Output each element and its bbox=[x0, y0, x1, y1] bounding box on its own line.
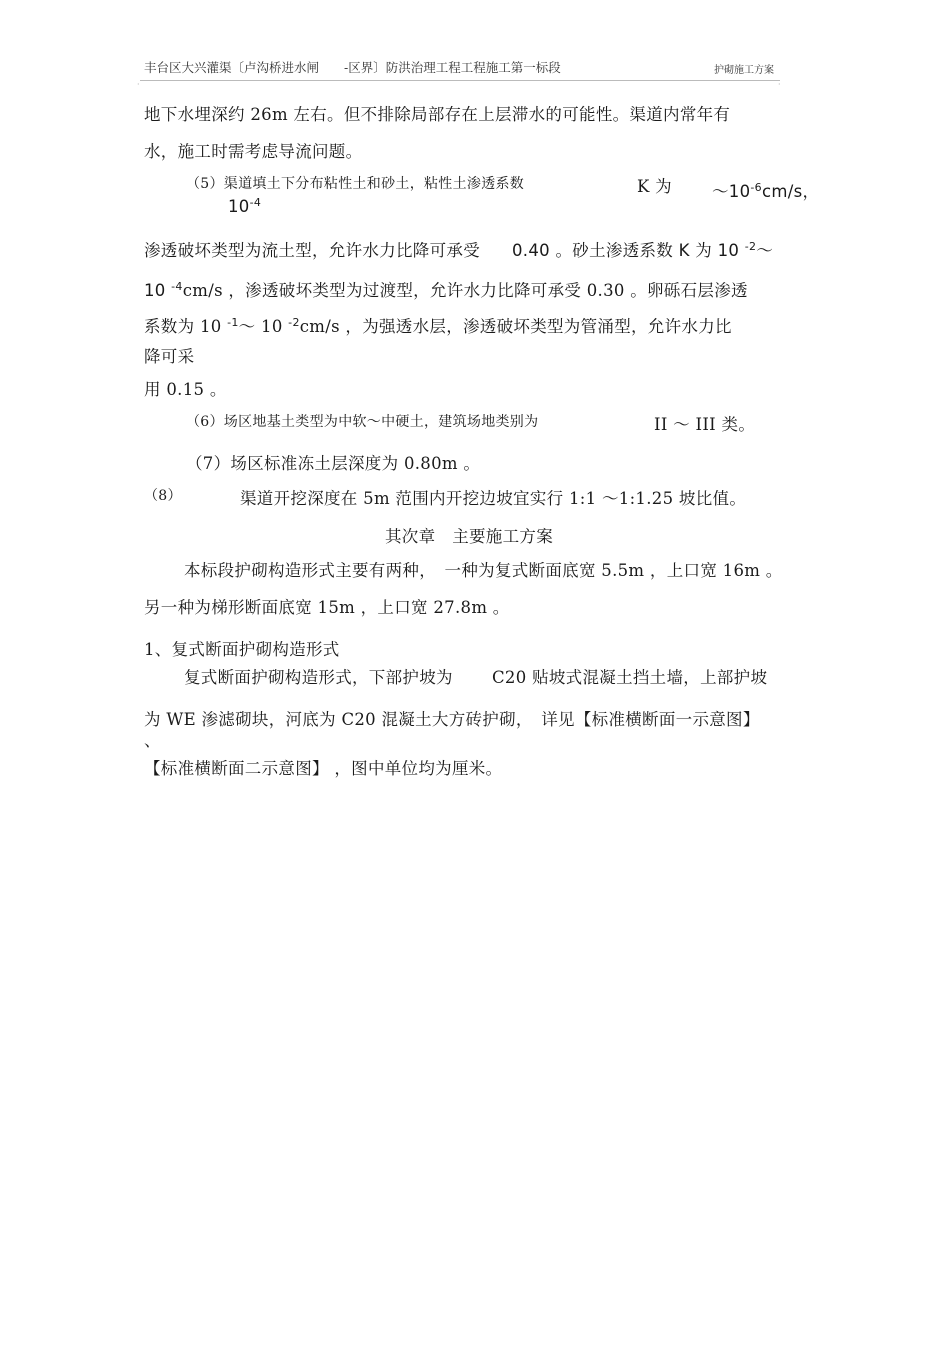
paragraph-line: 地下水埋深约 26m 左右。但不排除局部存在上层滞水的可能性。渠道内常年有 bbox=[144, 105, 731, 124]
header-section: 护砌施工方案 bbox=[714, 65, 774, 76]
item-7-text: （7）场区标准冻土层深度为 0.80m 。 bbox=[186, 454, 481, 473]
paragraph-line: 本标段护砌构造形式主要有两种， 一种为复式断面底宽 5.5m ，上口宽 16m 。 bbox=[184, 561, 783, 580]
paragraph-line: 降可采 bbox=[144, 347, 195, 366]
section-heading: 1、复式断面护砌构造形式 bbox=[144, 640, 340, 659]
paragraph-line: C20 贴坡式混凝土挡土墙，上部护坡 bbox=[492, 668, 768, 687]
rule-tick-right: · bbox=[778, 80, 781, 89]
paragraph-line: 复式断面护砌构造形式，下部护坡为 bbox=[184, 668, 453, 687]
item-5-lower: $10^{-4}$ bbox=[228, 196, 262, 216]
paragraph-line: 、 bbox=[144, 731, 161, 750]
rule-tick-left: · bbox=[137, 80, 140, 89]
header-title: 丰台区大兴灌渠〔卢沟桥进水闸 -区界〕防洪治理工程工程施工第一标段 bbox=[144, 60, 561, 75]
chapter-heading: 其次章 主要施工方案 bbox=[385, 527, 553, 546]
item-8-text: 渠道开挖深度在 5m 范围内开挖边坡宜实行 1:1 ～1:1.25 坡比值。 bbox=[240, 489, 747, 508]
item-8-number: （8） bbox=[144, 488, 182, 504]
paragraph-line: 用 0.15 。 bbox=[144, 380, 227, 399]
paragraph-line: 为 WE 渗滤砌块，河底为 C20 混凝土大方砖护砌， 详见【标准横断面一示意图】 bbox=[144, 710, 760, 729]
header-rule bbox=[140, 80, 780, 81]
paragraph-line: 系数为 10 $^{-1}$～ 10 $^{-2}$cm/s ，为强透水层，渗透破坏类型为管涌型，允许水力比 bbox=[144, 316, 732, 336]
item-5-k: K 为 bbox=[637, 177, 672, 196]
paragraph-line: 10 $^{-4}$cm/s ，渗透破坏类型为过渡型，允许水力比降可承受 0.30 。卵砾石层渗透 bbox=[144, 280, 748, 300]
paragraph-line: 另一种为梯形断面底宽 15m ，上口宽 27.8m 。 bbox=[144, 598, 510, 617]
paragraph-line: 渗透破坏类型为流土型，允许水力比降可承受 0.40 。砂土渗透系数 K 为 10 $^{-2}$～ bbox=[144, 240, 774, 260]
paragraph-line: 【标准横断面二示意图】 ，图中单位均为厘米。 bbox=[144, 759, 503, 778]
item-6-text: （6）场区地基土类型为中软～中硬土，建筑场地类别为 bbox=[186, 414, 539, 430]
item-6-class: II ～ III 类。 bbox=[654, 415, 756, 434]
item-5-text: （5）渠道填土下分布粘性土和砂土，粘性土渗透系数 bbox=[186, 176, 525, 192]
paragraph-line: 水，施工时需考虑导流问题。 bbox=[144, 142, 363, 161]
item-5-range: $\sim 10^{-6}cm/s$， bbox=[712, 181, 820, 201]
